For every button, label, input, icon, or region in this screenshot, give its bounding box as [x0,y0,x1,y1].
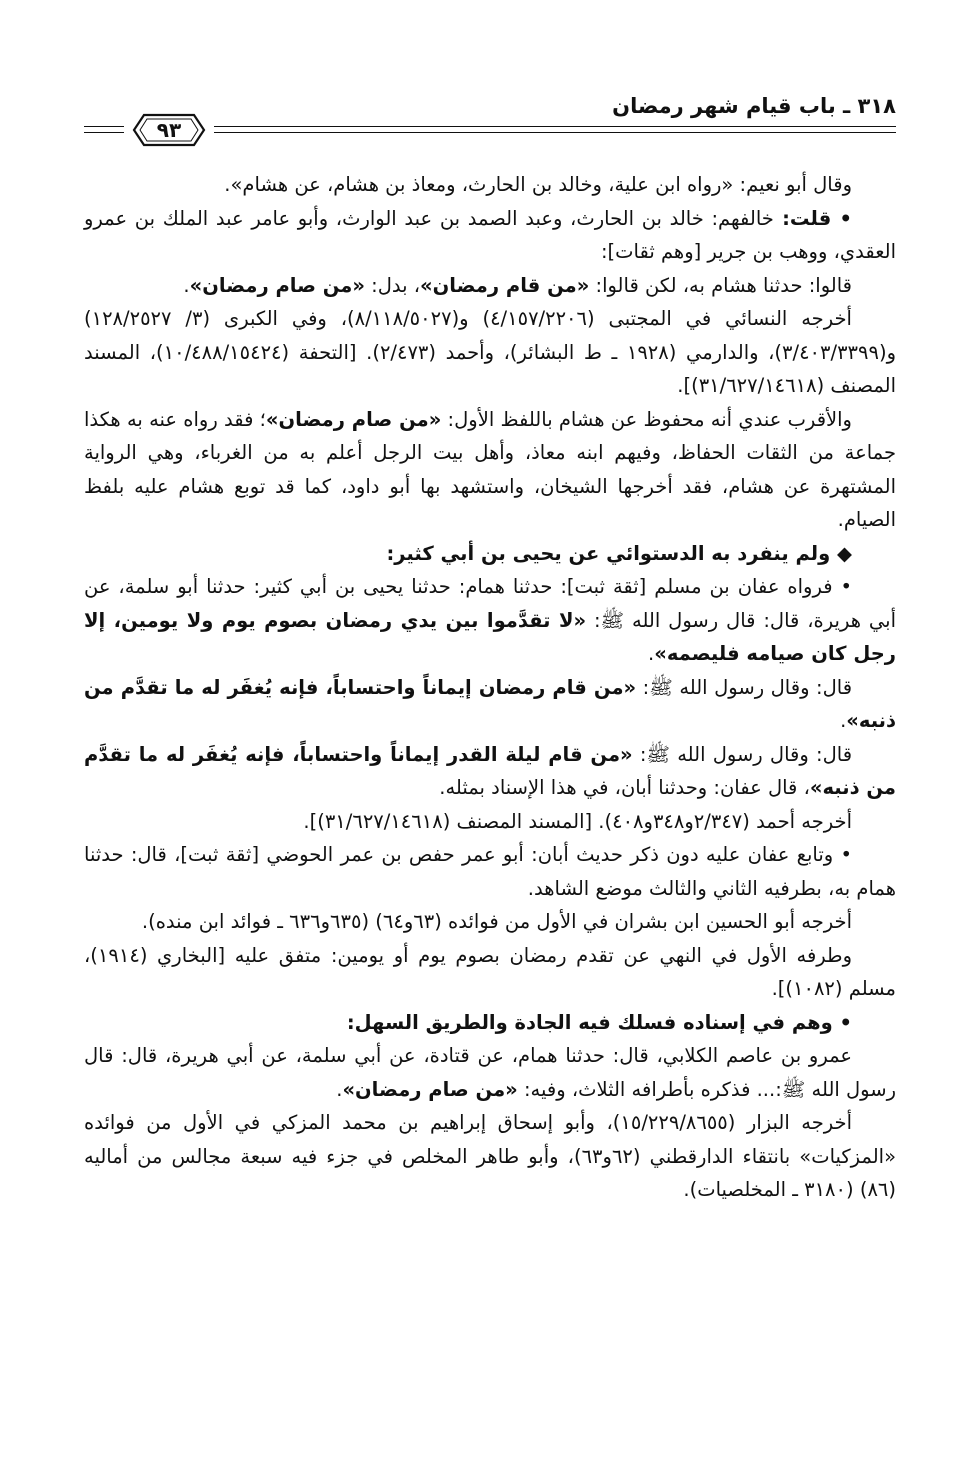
paragraph [84,1006,896,1040]
page-number: ٩٣ [156,118,182,142]
paragraph [84,1106,896,1207]
paragraph [84,403,896,537]
paragraph [84,570,896,671]
bold-text-segment: «من صام رمضان» [265,407,442,431]
page-number-badge [132,111,206,149]
text-segment: . [840,709,847,732]
bold-text-segment: «من صام رمضان» [342,1077,518,1101]
paragraph [84,537,896,571]
paragraph [84,202,896,269]
text-segment: وقال أبو نعيم: «رواه ابن علية، وخالد بن الحارث، ومعاذ بن هشام، عن هشام». [224,173,852,196]
bold-text-segment: «من صام رمضان» [189,273,365,297]
header-rule [214,132,896,133]
text-segment: قال: وقال رسول الله ﷺ: [632,742,853,766]
paragraph [84,939,896,1006]
text-segment: وطرفه الأول في النهي عن تقدم رمضان بصوم يوم أو يومين: متفق عليه [البخاري (١٩١٤)، مسلم (١٠٨٢)]. [84,943,896,1000]
text-segment: قال: وقال رسول الله ﷺ: [636,675,853,699]
text-segment: ؛ فقد رواه عنه به هكذا جماعة من الثقات الحفاظ، وفيهم ابنه معاذ، وأهل بيت الرجل أعلم به من الغرباء، وهي الرواية المشتهرة عن هشام، فقد أخرجها الشيخان، واستشهد بها أبو داود، كما قد توبع هشام عليه بلفظ الصيام. [84,407,896,531]
paragraph [84,671,896,738]
paragraph [84,269,896,303]
bold-text-segment: «من قام رمضان إيماناً واحتساباً، فإنه يُغفَر له ما تقدَّم من ذنبه» [84,675,896,732]
text-segment: ، قال عفان: وحدثنا أبان، في هذا الإسناد بمثله. [439,776,810,799]
text-segment: . [648,642,655,665]
text-segment: • وتابع عفان عليه دون ذكر حديث أبان: أبو عمر حفص بن عمر الحوضي [ثقة ثبت]، قال: حدثنا همام به، بطرفيه الثاني والثالث موضع الشاهد. [84,843,896,900]
text-body [84,168,896,1207]
header-rule [214,126,896,127]
bold-text-segment: «من قام رمضان» [420,273,590,297]
text-segment: أخرجه النسائي في المجتبى (٤/١٥٧/٢٢٠٦) و(٨/١١٨/٥٠٢٧)، وفي الكبرى (٣/ ١٢٨/٢٥٢٧) و(٣/٤٠٣/٣٣٩٩)، والدارمي (١٩٢٨ ـ ط البشائر)، وأحمد (٢/٤٧٣). [التحفة (١٠/٤٨٨/١٥٤٢٤)، المسند المصنف (٣١/٦٢٧/١٤٦١٨)]. [84,307,896,397]
text-segment: عمرو بن عاصم الكلابي، قال: حدثنا همام، عن قتادة، عن أبي سلمة، عن أبي هريرة، قال: قال رسول الله ﷺ:... فذكره بأطرافه الثلاث، وفيه: [84,1044,896,1101]
text-segment: قالوا: حدثنا هشام به، لكن قالوا: [589,273,852,297]
text-segment: . [183,273,190,297]
paragraph [84,838,896,905]
bold-text-segment: • وهم في إسناده فسلك فيه الجادة والطريق السهل: [346,1010,852,1034]
text-segment: والأقرب عندي أنه محفوظ عن هشام باللفظ الأول: [441,407,852,431]
paragraph [84,302,896,403]
text-segment: • فرواه عفان بن مسلم [ثقة ثبت]: حدثنا همام: حدثنا يحيى بن أبي كثير: حدثنا أبو سلمة، عن أبي هريرة، قال: قال رسول الله ﷺ: [84,575,896,632]
running-title: ٣١٨ ـ باب قيام شهر رمضان [612,94,896,118]
bold-text-segment: «من قام ليلة القدر إيماناً واحتساباً، فإنه يُغفَر له ما تقدَّم من ذنبه» [84,742,896,799]
text-segment: ، بدل: [364,273,421,297]
text-segment: أخرجه أحمد (٢/٣٤٧و٣٤٨و٤٠٨). [المسند المصنف (٣١/٦٢٧/١٤٦١٨)]. [303,809,852,833]
paragraph [84,168,896,202]
bold-text-segment: «لا تقدَّموا بين يدي رمضان بصوم يوم ولا يومين، إلا رجل كان صيامه فليصمه» [84,608,896,665]
bold-text-segment: ◆ ولم ينفرد به الدستوائي عن يحيى بن أبي كثير: [386,541,852,565]
page-header [84,92,896,142]
text-segment: أخرجه البزار (١٥/٢٢٩/٨٦٥٥)، وأبو إسحاق إبراهيم بن محمد المزكي في الأول من فوائده «المزكيات» بانتقاء الدارقطني (٦٢و٦٣)، وأبو طاهر المخلص في جزء فيه سبعة مجالس من أماليه (٨٦) (٣١٨٠ ـ المخلصيات). [84,1111,896,1201]
paragraph [84,905,896,939]
paragraph [84,805,896,839]
paragraph [84,1039,896,1106]
text-segment: . [336,1077,343,1101]
header-rule [84,126,124,127]
paragraph [84,738,896,805]
header-rule [84,132,124,133]
text-segment: خالفهم: خالد بن الحارث، وعبد الصمد بن عبد الوارث، وأبو عامر عبد الملك بن عمرو العقدي، ووهب بن جرير [وهم ثقات]: [84,206,896,263]
text-segment: أخرجه أبو الحسين ابن بشران في الأول من فوائده (٦٣و٦٤) (٦٣٥و٦٣٦ ـ فوائد ابن منده). [141,910,852,933]
bold-text-segment: • قلت: [773,206,852,230]
